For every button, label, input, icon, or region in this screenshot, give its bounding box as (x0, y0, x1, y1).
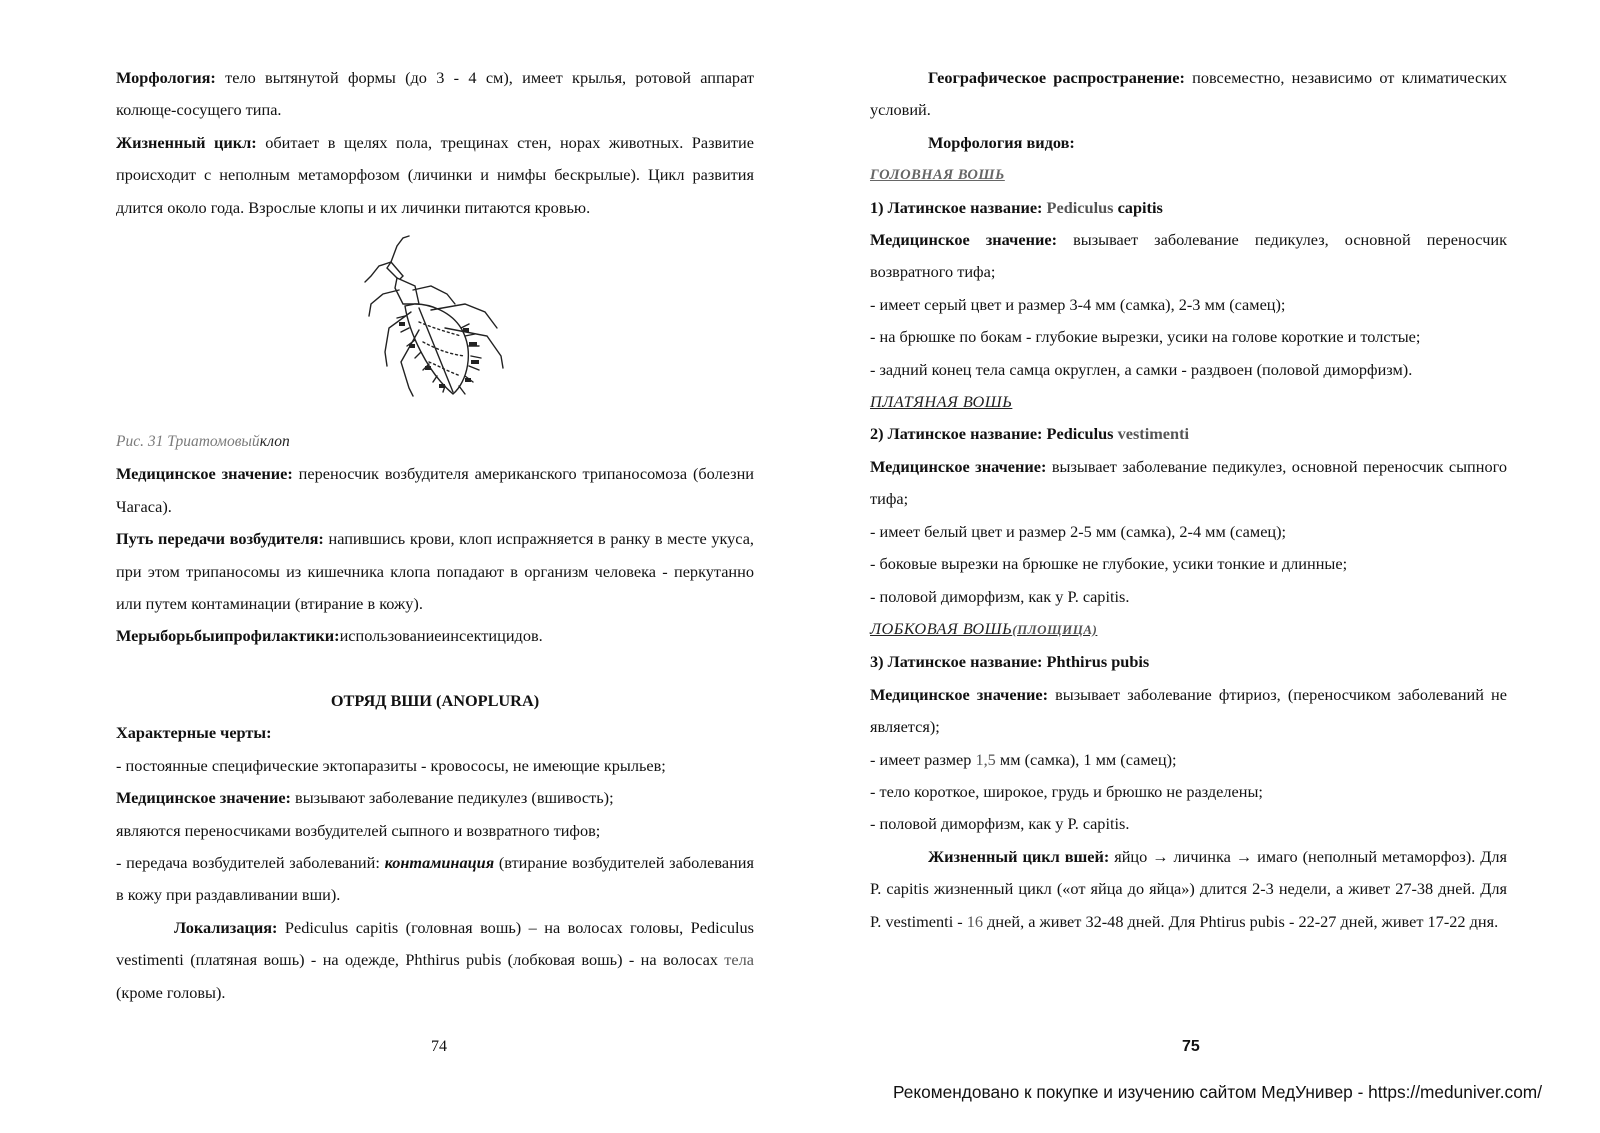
transmission-term: контаминация (384, 852, 495, 872)
species-2-medical-label: Медицинское значение: (870, 456, 1047, 476)
species-3-medical (870, 679, 1507, 744)
localization-paragraph (116, 912, 754, 1009)
lice-life-cycle-gray-number: 16 (966, 911, 984, 931)
pubic-louse-title-main: ЛОБКОВАЯ ВОШЬ (870, 618, 1013, 638)
page-number-right: 75 (1182, 1038, 1200, 1055)
morphology-label: Морфология: (116, 68, 216, 87)
recommendation-footer: Рекомендовано к покупке и изучению сайтом МедУнивер - https://meduniver.com/ (893, 1082, 1542, 1102)
species-3-feature-1-b: мм (самка), 1 мм (самец); (995, 749, 1177, 769)
species-3-medical-label: Медицинское значение: (870, 684, 1048, 704)
species-2-feature-3: - половой диморфизм, как у P. capitis. (870, 586, 1130, 606)
control-measures-text: использованиеинсектицидов. (339, 626, 543, 646)
species-3-feature-1 (870, 744, 1507, 776)
lice-life-cycle-text-2: дней, а живет 32-48 дней. Для Phtirus pubis - 22-27 дней, живет 17-22 дня. (983, 911, 1499, 931)
transmission-path-paragraph (116, 523, 754, 620)
localization-text-2: (кроме головы). (116, 982, 226, 1002)
control-measures-label: Мерыборьбыипрофилактики: (116, 626, 340, 646)
species-2-feature-2: - боковые вырезки на брюшке не глубокие, усики тонкие и длинные; (870, 554, 1348, 574)
life-cycle-label: Жизненный цикл: (116, 132, 257, 152)
species-1-feature-2: - на брюшке по бокам - глубокие вырезки, усики на голове короткие и толстые; (870, 327, 1421, 347)
figure-caption (116, 426, 754, 458)
triatomine-bug-illustration (335, 232, 535, 424)
localization-text-1: Pediculus capitis (головная вошь) – на волосах головы, Pediculus vestimenti (платяная вошь) - на одежде, Phthirus pubis (лобковая вошь) - на волосах (116, 917, 754, 970)
species-2-feature-1: - имеет белый цвет и размер 2-5 мм (самка), 2-4 мм (самец); (870, 521, 1287, 541)
traits-label: Характерные черты: (116, 723, 272, 743)
geography-text: повсеместно, независимо от климатических условий. (870, 68, 1507, 120)
morphology-paragraph (116, 62, 754, 127)
lice-medical-label: Медицинское значение: (116, 788, 291, 808)
transmission-paragraph (116, 847, 754, 912)
species-3-medical-text: вызывает заболевание фтириоз, (переносчиком заболеваний не является); (870, 684, 1507, 737)
localization-gray-word: тела (724, 950, 754, 970)
lice-life-cycle-label: Жизненный цикл вшей: (928, 846, 1110, 866)
species-2-label: 2) Латинское название: (870, 424, 1043, 444)
species-1-name (870, 192, 1507, 224)
caption-word: клоп (259, 433, 290, 451)
geography-label: Географическое распространение: (928, 68, 1185, 87)
head-louse-title: ГОЛОВНАЯ ВОШЬ (870, 167, 1005, 184)
page-number-left: 74 (431, 1038, 447, 1055)
life-cycle-paragraph (116, 127, 754, 224)
species-3-name (870, 646, 1507, 678)
lice-medical-paragraph (116, 782, 754, 814)
right-page (870, 62, 1507, 938)
transmission-path-text: напившись крови, клоп испражняется в ранку в месте укуса, при этом трипаносомы из кишечника клопа попадают в организм человека - перкутанно или путем контаминации (втирание в кожу). (116, 529, 755, 614)
species-morphology-label: Морфология видов: (928, 132, 1075, 152)
transmission-path-label: Путь передачи возбудителя: (116, 529, 324, 549)
species-2-name (870, 418, 1507, 450)
medical-significance-paragraph (116, 458, 754, 523)
medical-significance-text: переносчик возбудителя американского трипаносомоза (болезни Чагаса). (116, 464, 754, 516)
pubic-louse-title-sub: (ПЛОЩИЦА) (1012, 621, 1098, 637)
species-3-label: 3) Латинское название: (870, 652, 1043, 672)
body-louse-title: ПЛАТЯНАЯ ВОШЬ (870, 392, 1013, 412)
species-1-genus: Pediculus (1042, 197, 1114, 217)
species-1-medical-text: вызывает заболевание педикулез, основной переносчик возвратного тифа; (870, 230, 1508, 282)
species-3-feature-1-a: - имеет размер (870, 749, 976, 769)
geography-paragraph (870, 62, 1507, 127)
species-1-medical-label: Медицинское значение: (870, 230, 1057, 250)
species-2-species: vestimenti (1113, 424, 1190, 444)
species-morphology-heading (870, 127, 1507, 159)
species-1-species: capitis (1113, 197, 1163, 217)
lice-medical-text: вызывают заболевание педикулез (вшивость); (290, 788, 614, 808)
species-1-label: 1) Латинское название: (870, 197, 1043, 217)
species-2-medical (870, 451, 1507, 516)
traits-heading (116, 717, 754, 749)
species-1-medical (870, 224, 1507, 289)
trait-item: - постоянные специфические эктопаразиты - кровососы, не имеющие крыльев; (116, 755, 666, 775)
lice-vector-line: являются переносчиками возбудителей сыпного и возвратного тифов; (116, 820, 601, 840)
pubic-louse-title (870, 613, 1507, 646)
species-3-feature-2: - тело короткое, широкое, грудь и брюшко не разделены; (870, 781, 1263, 801)
species-3-feature-3: - половой диморфизм, как у P. capitis. (870, 814, 1130, 834)
transmission-prefix: - передача возбудителей заболеваний: (116, 852, 385, 872)
medical-significance-label: Медицинское значение: (116, 464, 293, 484)
spacer (116, 653, 754, 685)
caption-prefix: Рис. 31 Триатомовый (116, 433, 260, 451)
species-2-genus: Pediculus (1042, 424, 1114, 444)
order-title: ОТРЯД ВШИ (ANOPLURA) (330, 690, 540, 710)
species-2-medical-text: вызывает заболевание педикулез, основной переносчик сыпного тифа; (870, 456, 1507, 509)
localization-label: Локализация: (174, 917, 278, 937)
life-cycle-text: обитает в щелях пола, трещинах стен, норах животных. Развитие происходит с неполным метаморфозом (личинки и нимфы бескрылые). Цикл развития длится около года. Взрослые клопы и их личинки питаются кровью. (116, 132, 754, 217)
species-3-latin: Phthirus pubis (1042, 652, 1150, 672)
species-1-feature-1: - имеет серый цвет и размер 3-4 мм (самка), 2-3 мм (самец); (870, 294, 1286, 314)
species-3-feature-1-size: 1,5 (975, 749, 996, 769)
transmission-text: (втирание возбудителей заболевания в кожу при раздавливании вши). (116, 852, 754, 905)
control-measures-paragraph (116, 620, 754, 652)
lice-life-cycle-paragraph (870, 841, 1507, 938)
morphology-text: тело вытянутой формы (до 3 - 4 см), имеет крылья, ротовой аппарат колюще-сосущего типа. (116, 68, 754, 120)
left-page (116, 62, 754, 1009)
lice-life-cycle-text-1: яйцо → личинка → имаго (неполный метаморфоз). Для P. capitis жизненный цикл («от яйца до яйца») длится 2-3 недели, а живет 27-38 дней. Для P. vestimenti - (870, 846, 1507, 931)
species-1-feature-3: - задний конец тела самца округлен, а самки - раздвоен (половой диморфизм). (870, 359, 1413, 379)
